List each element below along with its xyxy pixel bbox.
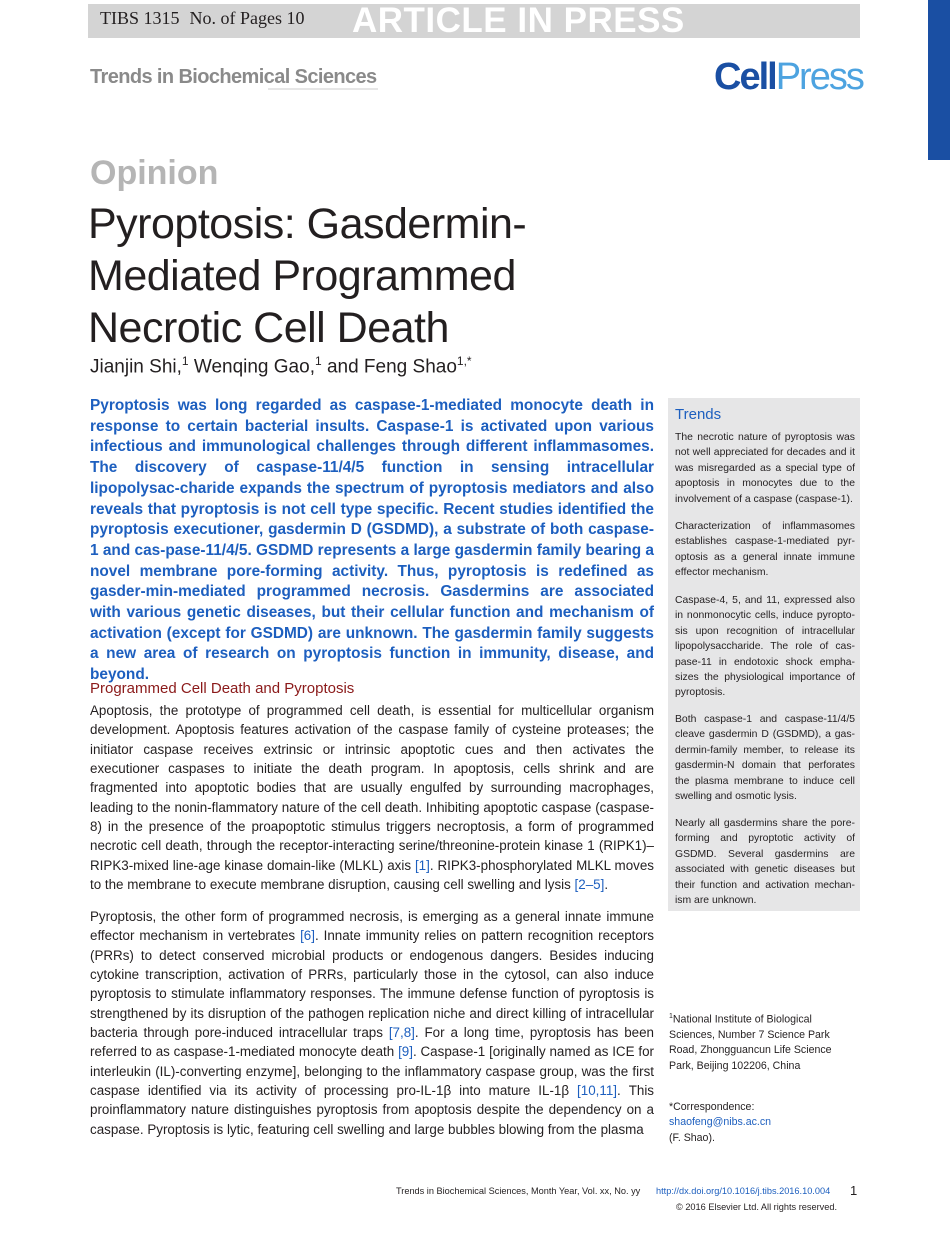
author-3-affil: 1,* xyxy=(456,354,472,368)
article-status: ARTICLE IN PRESS xyxy=(352,1,685,40)
para-text: . Caspase-1 [originally named as ICE for interleukin (IL)-converting enzyme], belonging to the inflammatory caspase group, was the first caspase identified via its activity of processing pro-IL-1β into mature IL-1β xyxy=(90,1044,654,1099)
citation-link[interactable]: [2–5] xyxy=(574,877,605,893)
trends-item: Characterization of inflammasomes establishes caspase-1-mediated pyr-optosis as a general innate immune effector mechanism. xyxy=(675,521,855,579)
author-2: Wenqing Gao, xyxy=(188,356,315,378)
author-3: and Feng Shao xyxy=(321,356,457,378)
para-text: . This proinflammatory nature distinguishes pyroptosis from apoptosis despite the dependency on a caspase. Pyroptosis is lytic, featuring cell swelling and large bubbles blowing from the plasma xyxy=(90,1083,654,1137)
trends-item: Both caspase-1 and caspase-11/4/5 cleave gasdermin D (GSDMD), a gas-dermin-family member, to release its gasdermin-N domain that perforates the plasma membrane to induce cell swelling and osmotic lysis. xyxy=(675,714,855,803)
para-text: Apoptosis, the prototype of programmed cell death, is essential for multicellular organism development. Apoptosis features activation of the caspase family of cysteine proteases; the initiator caspase receives extrinsic or intrinsic apoptotic cues and then activates the executioner caspases to initiate the death program. In apoptosis, cells shrink and are fragmented into apoptotic bodies that are usually engulfed by surrounding macrophages, leading to the nonin-flammatory nature of the cell death. Inhibiting apoptotic caspase (caspase-8) in the presence of the proapoptotic stimulus triggers necroptosis, a form of programmed necrotic cell death, through the receptor-interacting serine/threonine-protein kinase 1 (RIPK1)–RIPK3-mixed line-age kinase domain-like (MLKL) axis xyxy=(90,703,654,873)
logo-press-text: Press xyxy=(775,56,863,98)
correspondence xyxy=(669,1100,859,1146)
para-text: . Innate immunity relies on pattern recognition receptors (PRRs) to detect conserved microbial products or endogenous dangers. Besides inducing cytokine transcription, activation of PRRs, particularly those in the cytosol, can also induce pyroptosis to stimulate inflammatory responses. The immune defense function of pyroptosis is strengthened by its disruption of the pathogen replication niche and direct killing of intracellular bacteria through pore-induced intracellular traps xyxy=(90,928,654,1041)
trends-item: The necrotic nature of pyroptosis was not well appreciated for decades and it was misregarded as a special type of apoptosis in monocytes due to the involvement of a caspase (caspase-1). xyxy=(675,432,855,505)
trends-item: Caspase-4, 5, and 11, expressed also in nonmonocytic cells, induce pyropto-sis upon recognition of intracellular lipopolysaccharide. The role of cas-pase-11 in endotoxic shock empha-sizes the physiological importance of pyroptosis. xyxy=(675,595,855,699)
citation-link[interactable]: [10,11] xyxy=(577,1083,618,1099)
para-text: Pyroptosis, the other form of programmed necrosis, is emerging as a general innate immune effector mechanism in vertebrates xyxy=(90,909,654,944)
abstract: Pyroptosis was long regarded as caspase-1-mediated monocyte death in response to certain bacterial insults. Caspase-1 is activated upon various infectious and immunological challenges through different inflammasomes. The discovery of caspase-11/4/5 function in sensing intracellular lipopolysac-charide expands the spectrum of pyroptosis mediators and also reveals that pyroptosis is not cell type specific. Recent studies identified the pyroptosis executioner, gasdermin D (GSDMD), a substrate of both caspase-1 and cas-pase-11/4/5. GSDMD represents a large gasdermin family bearing a novel membrane pore-forming activity. Thus, pyroptosis is redefined as gasder-min-mediated programmed necrosis. Gasdermins are associated with various genetic diseases, but their cellular function and mechanism of activation (except for GSDMD) are unknown. The gasdermin family suggests a new area of research on pyroptosis function in immunity, disease, and beyond. xyxy=(90,397,654,684)
citation-link[interactable]: [7,8] xyxy=(388,1025,415,1041)
citation-link[interactable]: [6] xyxy=(300,928,315,944)
correspondence-email[interactable]: shaofeng@nibs.ac.cn xyxy=(669,1116,772,1129)
citation-link[interactable]: [9] xyxy=(398,1044,413,1060)
citation-link[interactable]: [1] xyxy=(414,857,430,873)
author-1: Jianjin Shi, xyxy=(90,356,182,378)
doi-link[interactable]: http://dx.doi.org/10.1016/j.tibs.2016.10.004 xyxy=(656,1186,831,1196)
doc-id: TIBS 1315 xyxy=(100,8,180,28)
affiliation-text: National Institute of Biological Sciences, Number 7 Science Park Road, Zhongguancun Life Science Park, Beijing 102206, China xyxy=(669,1013,832,1072)
section-heading: Programmed Cell Death and Pyroptosis xyxy=(90,680,355,697)
article-type-label: Opinion xyxy=(90,154,219,192)
article-title: Pyroptosis: Gasdermin-Mediated Programmed Necrotic Cell Death xyxy=(88,200,527,352)
trends-title: Trends xyxy=(675,406,722,423)
copyright: © 2016 Elsevier Ltd. All rights reserved. xyxy=(676,1202,837,1212)
page-count: No. of Pages 10 xyxy=(189,8,305,28)
para-text: . RIPK3-phosphorylated MLKL moves to the membrane to execute membrane disruption, causing cell swelling and lysis xyxy=(90,857,654,893)
journal-name: Trends in Biochemical Sciences xyxy=(90,66,377,88)
body-paragraph xyxy=(90,907,654,1139)
body-paragraph xyxy=(90,701,654,894)
para-text: . For a long time, pyroptosis has been referred to as caspase-1-mediated monocyte death xyxy=(90,1025,654,1060)
correspondence-label: *Correspondence: xyxy=(669,1101,755,1113)
header-info xyxy=(100,8,315,29)
affiliation xyxy=(669,1009,859,1074)
cellpress-logo xyxy=(714,58,863,96)
trends-item: Nearly all gasdermins share the pore-forming and pyroptotic activity of GSDMD. Several gasdermins are associated with genetic diseases but their function and activation mechan-ism are unknown. xyxy=(675,818,855,907)
para-text: . xyxy=(604,877,609,893)
logo-cell-text: Cell xyxy=(714,56,776,98)
journal-tagline-line xyxy=(268,88,378,90)
correspondence-name: (F. Shao). xyxy=(669,1131,715,1144)
side-tab xyxy=(928,0,950,160)
page-number: 1 xyxy=(850,1183,858,1198)
author-1-affil: 1 xyxy=(181,354,189,368)
author-2-affil: 1 xyxy=(314,354,322,368)
affiliation-marker: 1 xyxy=(669,1013,673,1020)
footer-citation: Trends in Biochemical Sciences, Month Year, Vol. xx, No. yy xyxy=(396,1186,641,1196)
author-list xyxy=(90,354,472,378)
